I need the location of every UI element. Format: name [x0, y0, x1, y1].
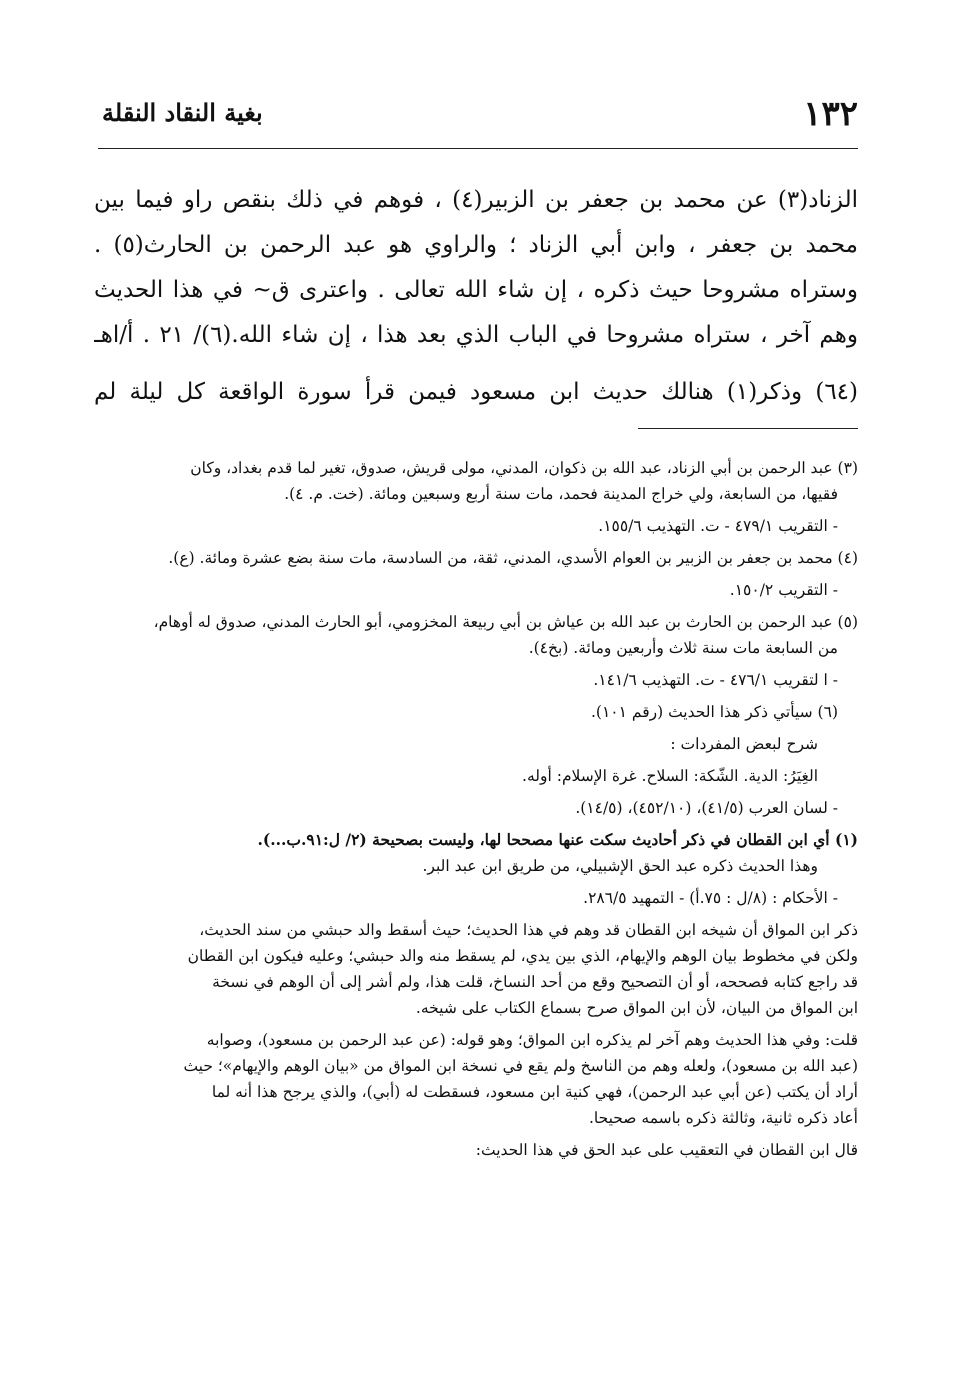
footnote-line: فقيها، من السابعة، ولي خراج المدينة فحمد، مات سنة أربع وسبعين ومائة. (خت. م. ٤). [284, 485, 838, 503]
footnote-separator [638, 428, 858, 429]
footnote-line: - التقريب ١٥٠/٢. [729, 581, 838, 599]
footnote-line: قال ابن القطان في التعقيب على عبد الحق في هذا الحديث: [475, 1141, 858, 1159]
main-text [94, 178, 858, 415]
footnote-line: شرح لبعض المفردات : [670, 735, 818, 753]
footnote-line: (١) أي ابن القطان في ذكر أحاديث سكت عنها مصححا لها، وليست بصحيحة (٢/ ل:٩١.ب...). [257, 830, 858, 849]
main-text-line: وهم آخر ، ستراه مشروحا في الباب الذي بعد هذا ، إن شاء الله.(٦)/ ٢١ . أ/اهـ [94, 322, 858, 348]
page-number: ١٣٢ [803, 94, 858, 134]
footnote-line: قد راجع كتابه فصححه، أو أن التصحيح وقع من أحد النساخ، قلت هذا، ولم أشر إلى أن الوهم في نسخة [212, 973, 858, 991]
footnote-line: (عبد الله بن مسعود)، ولعله وهم من الناسخ ولم يقع في نسخة ابن المواق من «بيان الوهم والإيهام»؛ حيث [183, 1057, 858, 1075]
footnote-line: ابن المواق من البيان، لأن ابن المواق صرح بسماع الكتاب على شيخه. [415, 999, 858, 1017]
footnote-line: وهذا الحديث ذكره عبد الحق الإشبيلي، من طريق ابن عبد البر. [422, 857, 818, 875]
footnote-line: (٤) محمد بن جعفر بن الزبير بن العوام الأسدي، المدني، ثقة، من السادسة، مات سنة بضع عشرة ومائة. (ع). [168, 549, 858, 567]
footnote-line: من السابعة مات سنة ثلاث وأربعين ومائة. (بخ٤). [528, 639, 838, 657]
footnote-line: - لسان العرب (٤١/٥)، (٤٥٢/١٠)، (١٤/٥). [575, 799, 838, 817]
footnote-line: أراد أن يكتب (عن أبي عبد الرحمن)، فهي كنية ابن مسعود، فسقطت له (أبي)، والذي يرجح هذا أنه لما [211, 1083, 858, 1101]
footnote-line: (٣) عبد الرحمن بن أبي الزناد، عبد الله بن ذكوان، المدني، مولى قريش، صدوق، تغير لما قدم بغداد، وكان [190, 459, 858, 477]
footnote-line: قلت: وفي هذا الحديث وهم آخر لم يذكره ابن المواق؛ وهو قوله: (عن عبد الرحمن بن مسعود)، وصوابه [206, 1031, 858, 1049]
page-header [98, 92, 858, 149]
main-text-line: وستراه مشروحا حيث ذكره ، إن شاء الله تعالى . واعترى ق~ في هذا الحديث [94, 277, 858, 303]
footnote-line: - التقريب ٤٧٩/١ - ت. التهذيب ١٥٥/٦. [598, 517, 838, 535]
footnote-line: (٥) عبد الرحمن بن الحارث بن عبد الله بن عياش بن أبي ربيعة المخزومي، أبو الحارث المدني، صدوق له أوهام، [153, 613, 858, 631]
footnote-line: - ا لتقريب ٤٧٦/١ - ت. التهذيب ١٤١/٦. [593, 671, 838, 689]
footnote-line: الغِيَرُ: الدية. الشّكة: السلاح. غرة الإسلام: أوله. [522, 767, 818, 785]
main-text-line: محمد بن جعفر ، وابن أبي الزناد ؛ والراوي هو عبد الرحمن بن الحارث(٥) . [94, 232, 858, 258]
footnote-line: (٦) سيأتي ذكر هذا الحديث (رقم ١٠١). [590, 703, 838, 721]
main-text-line: (٦٤) وذكر(١) هنالك حديث ابن مسعود فيمن قرأ سورة الواقعة كل ليلة لم [94, 379, 858, 405]
footnote-line: - الأحكام : (٨/ل : ٧٥.أ) - التمهيد ٢٨٦/٥. [583, 889, 838, 907]
footnote-line: ذكر ابن المواق أن شيخه ابن القطان قد وهم في هذا الحديث؛ حيث أسقط والد حبشي من سند الحديث، [199, 921, 858, 939]
footnote-line: ولكن في مخطوط بيان الوهم والإيهام، الذي بين يدي، لم يسقط منه والد حبشي؛ وعليه فيكون ابن القطان [187, 947, 858, 965]
footnotes [94, 455, 858, 1163]
main-text-line: الزناد(٣) عن محمد بن جعفر بن الزبير(٤) ، فوهم في ذلك بنقص راو فيما بين [94, 187, 858, 213]
footnote-line: أعاد ذكره ثانية، وثالثة ذكره باسمه صحيحا. [588, 1109, 858, 1127]
running-title: بغية النقاد النقلة [102, 98, 263, 127]
